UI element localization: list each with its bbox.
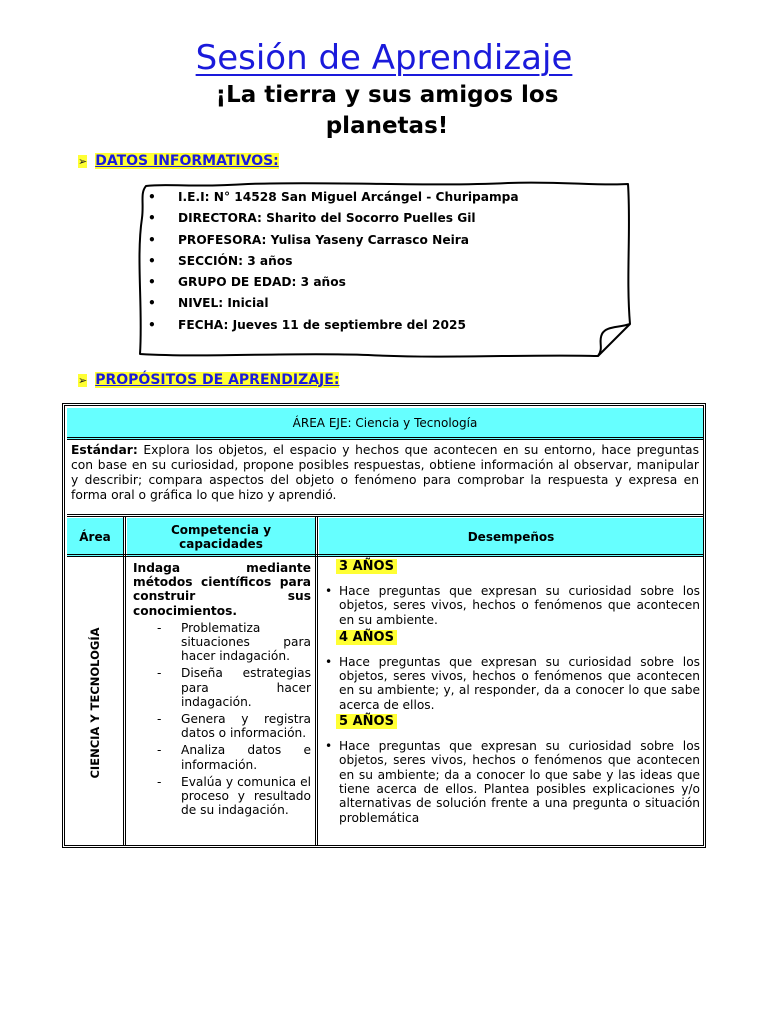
section-datos-label: DATOS INFORMATIVOS: bbox=[95, 153, 279, 169]
page-title: Sesión de Aprendizaje bbox=[195, 38, 573, 78]
section-datos-informativos bbox=[78, 153, 279, 169]
area-eje-header: ÁREA EJE: Ciencia y Tecnología bbox=[67, 408, 703, 440]
propositos-table bbox=[62, 403, 706, 848]
col-divider bbox=[315, 516, 318, 846]
section-propositos-label: PROPÓSITOS DE APRENDIZAJE: bbox=[95, 372, 340, 388]
desempeno-item: • Hace preguntas que expresan su curiosidad sobre los objetos, seres vivos, hechos o fenómenos que acontecen en su ambiente. bbox=[320, 584, 700, 627]
capacidad-item: - Evalúa y comunica el proceso y resultado de su indagación. bbox=[133, 775, 311, 818]
col-header-area: Área bbox=[67, 518, 123, 556]
capacidad-item: - Diseña estrategias para hacer indagación. bbox=[133, 666, 311, 709]
desempenos-cell bbox=[320, 559, 700, 825]
col-divider bbox=[123, 516, 126, 846]
section-propositos bbox=[78, 372, 339, 388]
capacidad-item: - Genera y registra datos o información. bbox=[133, 712, 311, 740]
competencia-title: Indaga mediante métodos científicos para construir sus conocimientos. bbox=[133, 561, 311, 618]
age-badge: 5 AÑOS bbox=[336, 714, 397, 729]
info-list bbox=[148, 189, 519, 338]
info-item: • FECHA: Jueves 11 de septiembre del 2025 bbox=[148, 317, 519, 338]
info-item: • I.E.I: N° 14528 San Miguel Arcángel - Churipampa bbox=[148, 189, 519, 210]
info-item: • PROFESORA: Yulisa Yaseny Carrasco Neira bbox=[148, 232, 519, 253]
desempeno-block bbox=[320, 714, 700, 825]
desempeno-block bbox=[320, 559, 700, 627]
age-badge: 3 AÑOS bbox=[336, 559, 397, 574]
arrow-bullet-icon: ➢ bbox=[78, 155, 88, 168]
competencia-cell bbox=[133, 561, 311, 820]
estandar-text bbox=[71, 442, 699, 516]
info-item: • NIVEL: Inicial bbox=[148, 295, 519, 316]
desempeno-item: • Hace preguntas que expresan su curiosidad sobre los objetos, seres vivos, hechos o fenómenos que acontecen en su ambiente; da a conocer lo que sabe y las ideas que tiene acerca de ellos. Plantea posibles explicaciones y/o alternativas de solución frente a una pregunta o situación problemática bbox=[320, 739, 700, 825]
age-badge: 4 AÑOS bbox=[336, 630, 397, 645]
area-vertical-label bbox=[67, 560, 123, 846]
info-item: • DIRECTORA: Sharito del Socorro Puelles Gil bbox=[148, 210, 519, 231]
row-divider bbox=[67, 514, 703, 517]
capacidades-list bbox=[133, 621, 311, 818]
col-header-competencia: Competencia y capacidades bbox=[127, 518, 315, 556]
desempeno-item: • Hace preguntas que expresan su curiosidad sobre los objetos, seres vivos, hechos o fenómenos que acontecen en su ambiente; y, al responder, da a conocer lo que sabe acerca de ellos. bbox=[320, 655, 700, 712]
info-item: • SECCIÓN: 3 años bbox=[148, 253, 519, 274]
estandar-body: Explora los objetos, el espacio y hechos que acontecen en su entorno, hace preguntas con base en su curiosidad, propone posibles respuestas, obtiene información al observar, manipular y describir; compara aspectos del objeto o fenómeno para comprobar la respuesta y expresa en forma oral o gráfica lo que hizo y aprendió. bbox=[71, 443, 699, 502]
estandar-label: Estándar: bbox=[71, 443, 138, 457]
capacidad-item: - Problematiza situaciones para hacer indagación. bbox=[133, 621, 311, 664]
capacidad-item: - Analiza datos e información. bbox=[133, 743, 311, 771]
info-item: • GRUPO DE EDAD: 3 años bbox=[148, 274, 519, 295]
area-name: CIENCIA Y TECNOLOGÍA bbox=[88, 627, 102, 779]
row-divider bbox=[67, 554, 703, 557]
arrow-bullet-icon: ➢ bbox=[78, 374, 88, 387]
col-header-desempenos: Desempeños bbox=[319, 518, 703, 556]
desempeno-block bbox=[320, 630, 700, 712]
session-subtitle: ¡La tierra y sus amigos los planetas! bbox=[215, 82, 559, 139]
